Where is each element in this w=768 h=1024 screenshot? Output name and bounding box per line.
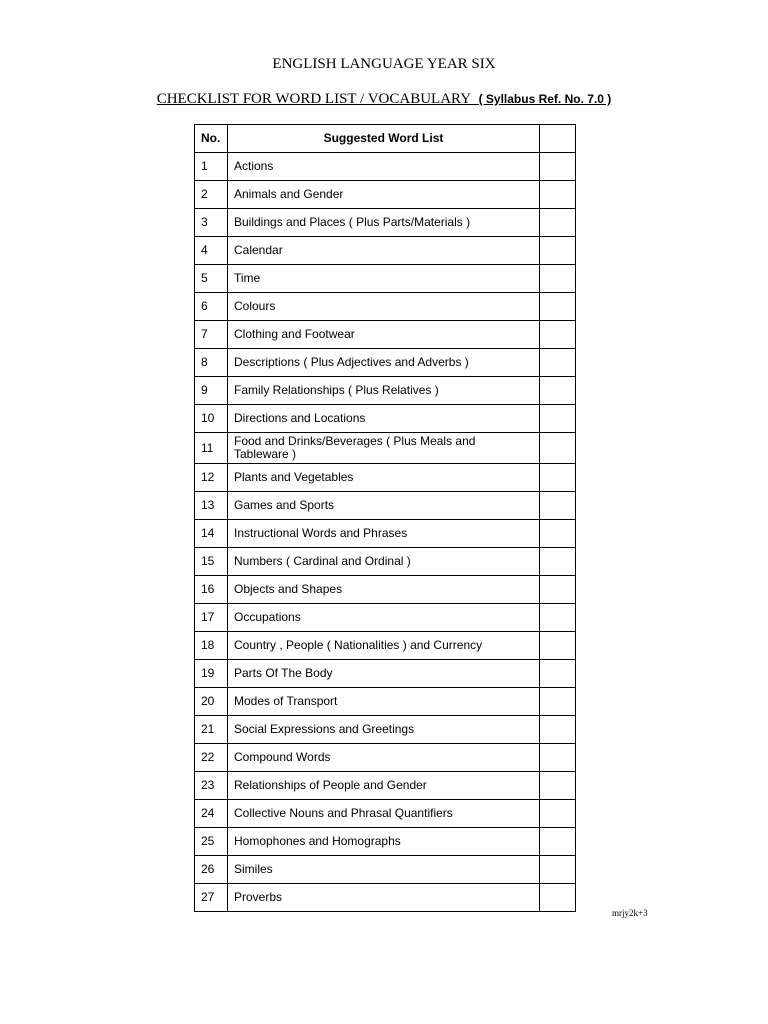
row-check-cell[interactable] <box>540 772 576 800</box>
row-check-cell[interactable] <box>540 153 576 181</box>
row-topic: Compound Words <box>228 744 540 772</box>
row-check-cell[interactable] <box>540 293 576 321</box>
row-check-cell[interactable] <box>540 520 576 548</box>
column-header-no: No. <box>195 125 228 153</box>
row-number: 2 <box>195 181 228 209</box>
row-check-cell[interactable] <box>540 548 576 576</box>
row-topic: Social Expressions and Greetings <box>228 716 540 744</box>
row-topic: Descriptions ( Plus Adjectives and Adverbs ) <box>228 349 540 377</box>
row-check-cell[interactable] <box>540 265 576 293</box>
row-topic: Plants and Vegetables <box>228 464 540 492</box>
row-topic: Occupations <box>228 604 540 632</box>
row-check-cell[interactable] <box>540 576 576 604</box>
row-check-cell[interactable] <box>540 688 576 716</box>
syllabus-reference: ( Syllabus Ref. No. 7.0 ) <box>478 92 612 106</box>
row-number: 6 <box>195 293 228 321</box>
row-check-cell[interactable] <box>540 884 576 912</box>
row-check-cell[interactable] <box>540 800 576 828</box>
table-row <box>195 433 576 464</box>
table-row <box>195 153 576 181</box>
row-number: 26 <box>195 856 228 884</box>
row-topic: Relationships of People and Gender <box>228 772 540 800</box>
row-check-cell[interactable] <box>540 660 576 688</box>
row-topic: Objects and Shapes <box>228 576 540 604</box>
table-row <box>195 209 576 237</box>
table-row <box>195 576 576 604</box>
table-header-row <box>195 125 576 153</box>
row-topic: Country , People ( Nationalities ) and Currency <box>228 632 540 660</box>
row-topic: Directions and Locations <box>228 405 540 433</box>
table-row <box>195 349 576 377</box>
row-check-cell[interactable] <box>540 377 576 405</box>
row-number: 4 <box>195 237 228 265</box>
table-row <box>195 405 576 433</box>
table-row <box>195 660 576 688</box>
checklist-subtitle <box>0 91 768 108</box>
row-number: 20 <box>195 688 228 716</box>
row-number: 12 <box>195 464 228 492</box>
row-number: 23 <box>195 772 228 800</box>
table-row <box>195 492 576 520</box>
row-check-cell[interactable] <box>540 405 576 433</box>
row-number: 8 <box>195 349 228 377</box>
row-topic: Parts Of The Body <box>228 660 540 688</box>
word-list-table <box>194 124 576 912</box>
page-title: ENGLISH LANGUAGE YEAR SIX <box>272 56 496 72</box>
row-topic: Homophones and Homographs <box>228 828 540 856</box>
column-header-check <box>540 125 576 153</box>
row-topic: Actions <box>228 153 540 181</box>
row-topic: Colours <box>228 293 540 321</box>
row-number: 7 <box>195 321 228 349</box>
table-row <box>195 377 576 405</box>
table-row <box>195 884 576 912</box>
table-row <box>195 548 576 576</box>
row-check-cell[interactable] <box>540 464 576 492</box>
table-row <box>195 800 576 828</box>
row-topic: Food and Drinks/Beverages ( Plus Meals and Tableware ) <box>228 433 540 464</box>
row-topic: Proverbs <box>228 884 540 912</box>
table-row <box>195 772 576 800</box>
row-number: 16 <box>195 576 228 604</box>
row-check-cell[interactable] <box>540 492 576 520</box>
row-topic: Clothing and Footwear <box>228 321 540 349</box>
table-row <box>195 604 576 632</box>
row-topic: Calendar <box>228 237 540 265</box>
table-row <box>195 828 576 856</box>
row-topic: Collective Nouns and Phrasal Quantifiers <box>228 800 540 828</box>
row-number: 13 <box>195 492 228 520</box>
table-row <box>195 237 576 265</box>
footer-code: mrjy2k+3 <box>612 908 648 918</box>
row-number: 27 <box>195 884 228 912</box>
row-number: 19 <box>195 660 228 688</box>
row-topic: Family Relationships ( Plus Relatives ) <box>228 377 540 405</box>
row-number: 9 <box>195 377 228 405</box>
row-number: 10 <box>195 405 228 433</box>
row-check-cell[interactable] <box>540 237 576 265</box>
table-row <box>195 744 576 772</box>
row-number: 1 <box>195 153 228 181</box>
row-topic: Games and Sports <box>228 492 540 520</box>
table-row <box>195 321 576 349</box>
row-number: 3 <box>195 209 228 237</box>
row-number: 21 <box>195 716 228 744</box>
row-number: 17 <box>195 604 228 632</box>
row-check-cell[interactable] <box>540 604 576 632</box>
row-number: 5 <box>195 265 228 293</box>
table-row <box>195 265 576 293</box>
row-check-cell[interactable] <box>540 744 576 772</box>
table-row <box>195 520 576 548</box>
row-number: 18 <box>195 632 228 660</box>
row-check-cell[interactable] <box>540 181 576 209</box>
table-row <box>195 856 576 884</box>
row-topic: Numbers ( Cardinal and Ordinal ) <box>228 548 540 576</box>
table-row <box>195 464 576 492</box>
row-topic: Time <box>228 265 540 293</box>
row-check-cell[interactable] <box>540 321 576 349</box>
row-check-cell[interactable] <box>540 349 576 377</box>
row-number: 22 <box>195 744 228 772</box>
row-check-cell[interactable] <box>540 828 576 856</box>
table-row <box>195 293 576 321</box>
row-check-cell[interactable] <box>540 433 576 464</box>
row-number: 25 <box>195 828 228 856</box>
subtitle-text: CHECKLIST FOR WORD LIST / VOCABULARY <box>156 91 472 107</box>
table-row <box>195 688 576 716</box>
row-check-cell[interactable] <box>540 632 576 660</box>
row-check-cell[interactable] <box>540 716 576 744</box>
row-number: 24 <box>195 800 228 828</box>
row-topic: Buildings and Places ( Plus Parts/Materials ) <box>228 209 540 237</box>
row-number: 14 <box>195 520 228 548</box>
table-row <box>195 716 576 744</box>
column-header-topic: Suggested Word List <box>228 125 540 153</box>
row-topic: Animals and Gender <box>228 181 540 209</box>
row-topic: Instructional Words and Phrases <box>228 520 540 548</box>
row-topic: Modes of Transport <box>228 688 540 716</box>
row-number: 11 <box>195 433 228 464</box>
row-topic: Similes <box>228 856 540 884</box>
row-check-cell[interactable] <box>540 856 576 884</box>
row-check-cell[interactable] <box>540 209 576 237</box>
table-row <box>195 181 576 209</box>
row-number: 15 <box>195 548 228 576</box>
table-row <box>195 632 576 660</box>
